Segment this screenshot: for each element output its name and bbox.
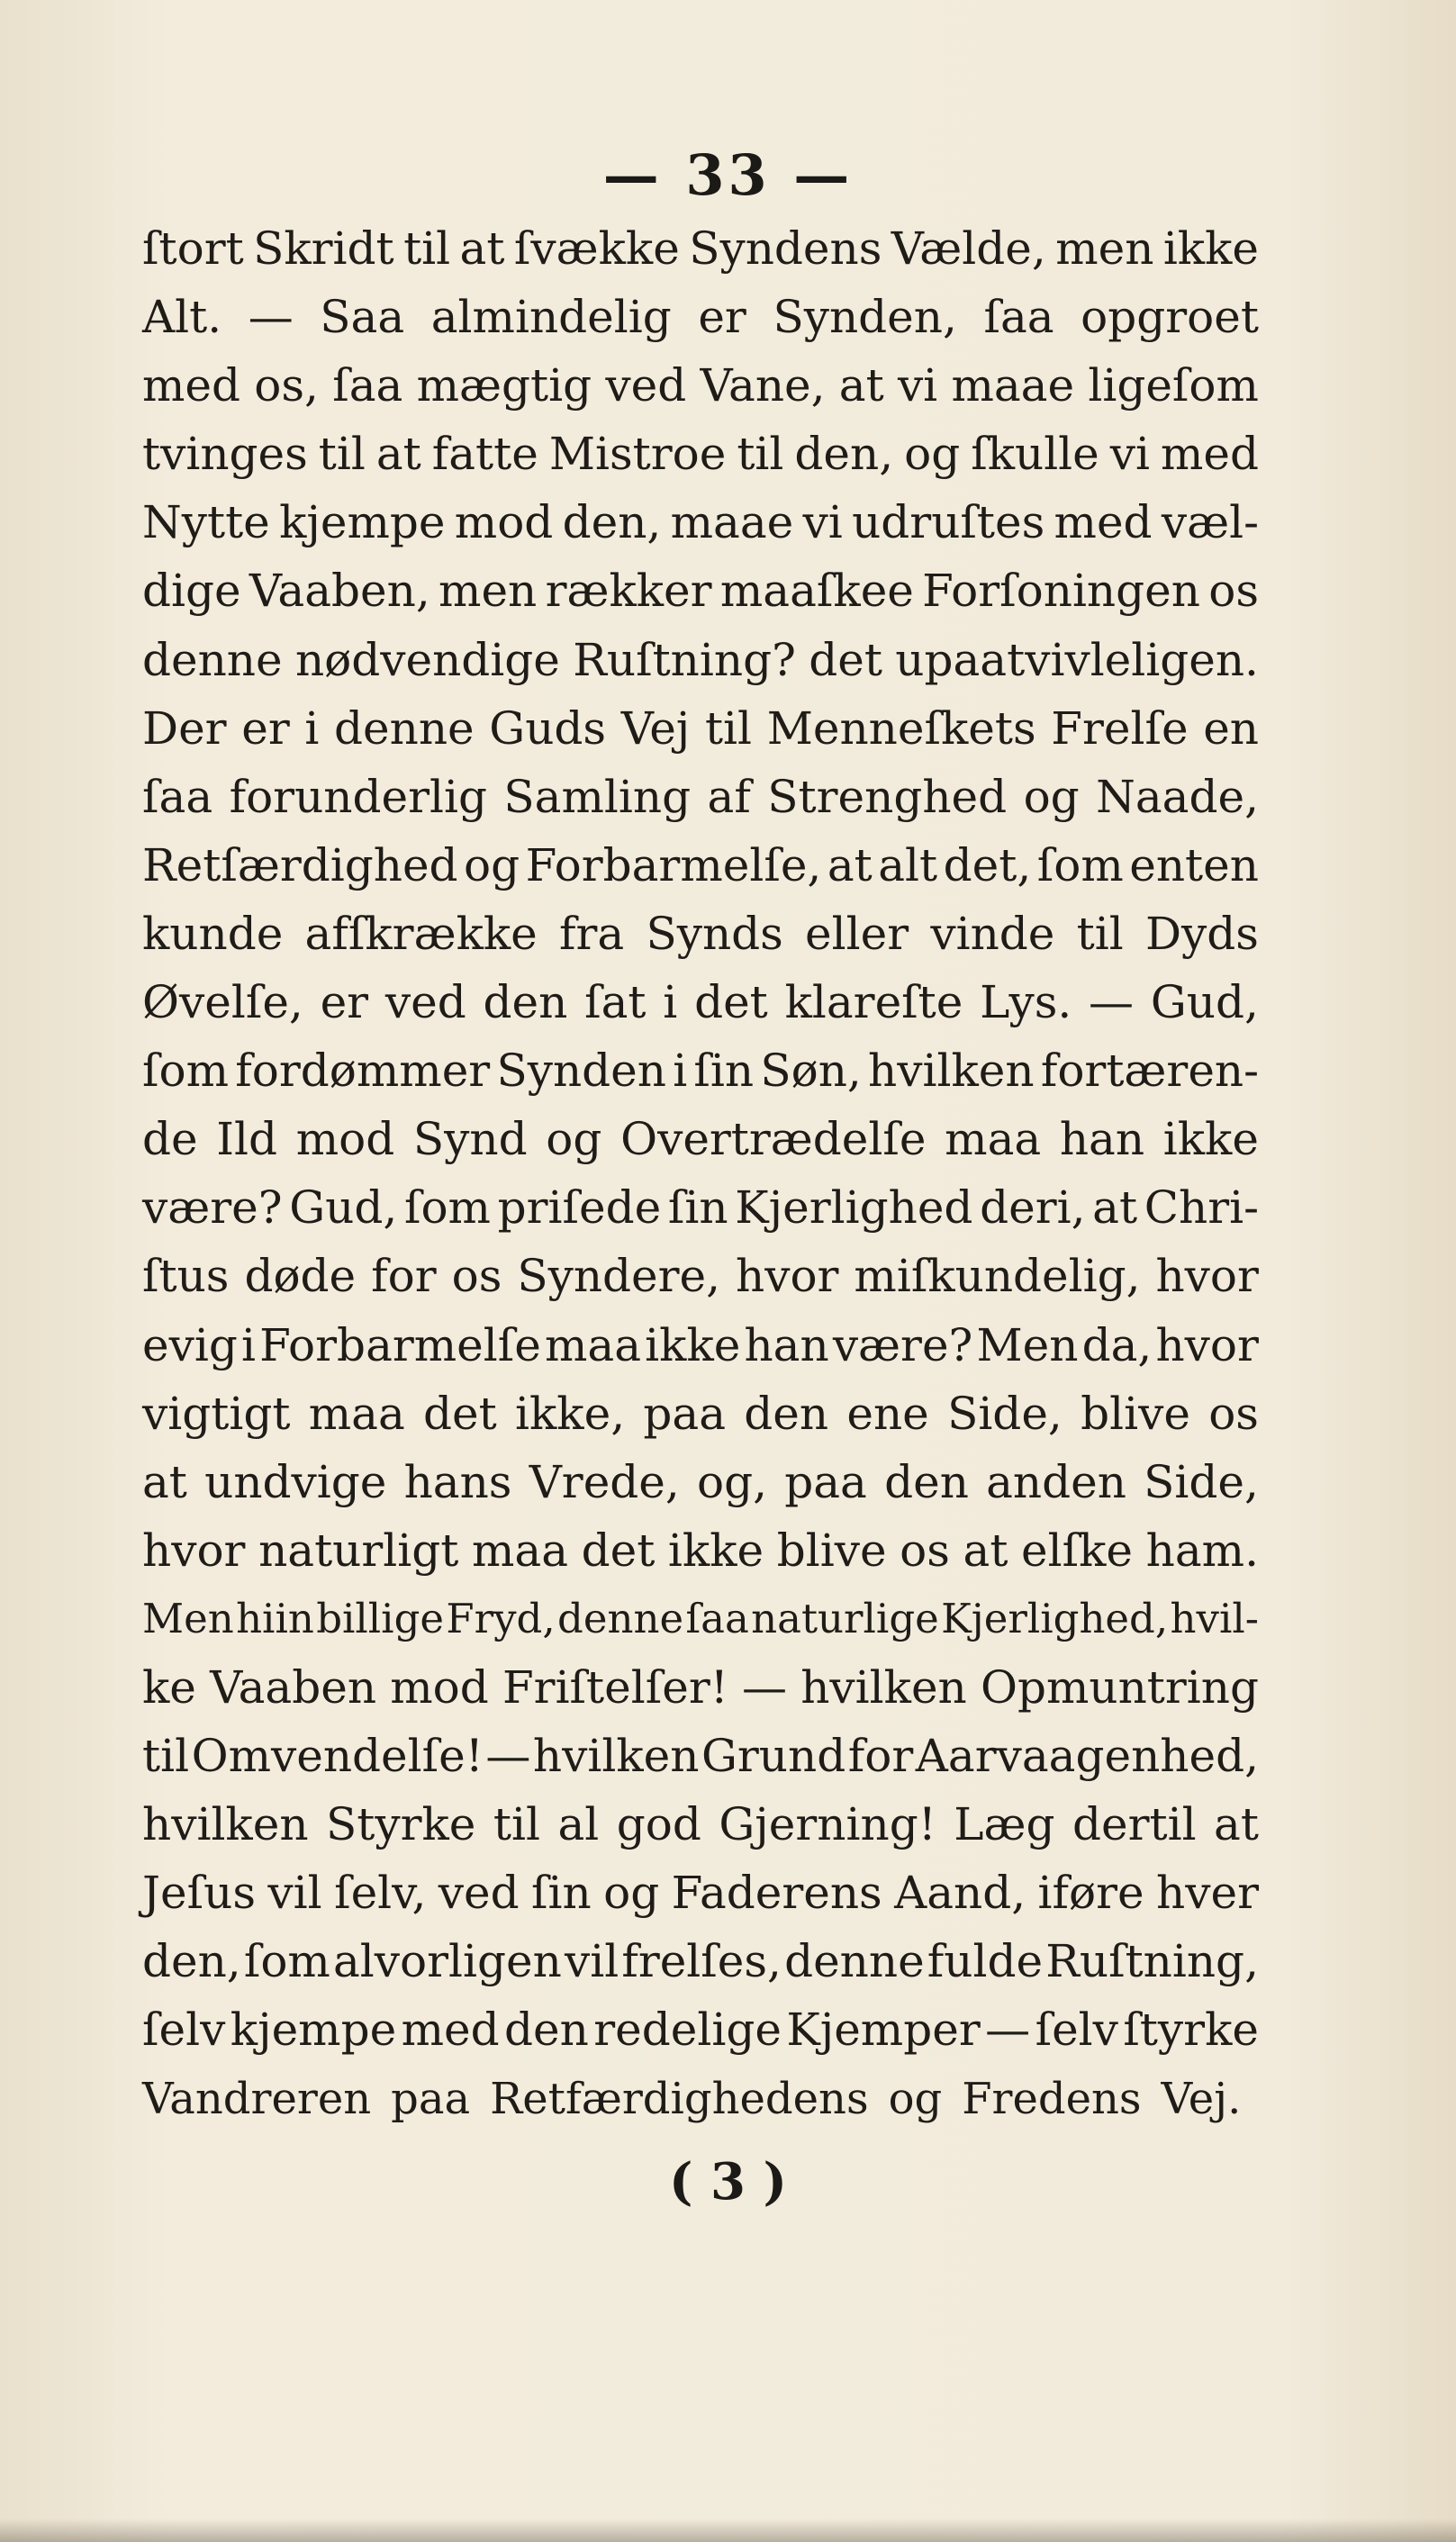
text-line: evig i Forbarmelſe maa ikke han være? Men da, hvor [142, 1318, 1259, 1371]
text-line: Retſærdighed og Forbarmelſe, at alt det, ſom enten [142, 838, 1259, 891]
printer-signature-mark: ( 3 ) [669, 2152, 787, 2212]
text-line: de Ild mod Synd og Overtrædelſe maa han ikke [142, 1113, 1259, 1166]
body-text [142, 214, 1259, 2133]
text-line: hvilken Styrke til al god Gjerning! Læg dertil at [142, 1798, 1259, 1851]
text-line: ſtort Skridt til at ſvække Syndens Vælde, men ikke [142, 222, 1259, 275]
page-edge-shadow [0, 2519, 1456, 2542]
text-line: ſaa forunderlig Samling af Strenghed og Naade, [142, 770, 1259, 823]
text-line: vigtigt maa det ikke, paa den ene Side, blive os [142, 1387, 1259, 1440]
text-line: med os, ſaa mægtig ved Vane, at vi maae ligeſom [142, 359, 1259, 412]
text-line: denne nødvendige Ruſtning? det upaatvivleligen. [142, 633, 1259, 686]
page-number: — 33 — [602, 142, 854, 208]
text-line: til Omvendelſe! — hvilken Grund for Aarvaagenhed, [142, 1730, 1259, 1783]
text-line: Der er i denne Guds Vej til Menneſkets Frelſe en [142, 701, 1259, 755]
text-line: Øvelſe, er ved den ſat i det klareſte Lys. — Gud, [142, 976, 1259, 1029]
text-line: Men hiin billige Fryd, denne ſaa naturlige Kjerlighed, hvil- [142, 1594, 1259, 1642]
text-line: at undvige hans Vrede, og, paa den anden Side, [142, 1455, 1259, 1508]
text-line: kunde afſkrække fra Synds eller vinde til Dyds [142, 907, 1259, 960]
text-line: Alt. — Saa almindelig er Synden, ſaa opgroet [142, 291, 1259, 344]
text-line: Nytte kjempe mod den, maae vi udruſtes med væl- [142, 496, 1259, 549]
text-line: være? Gud, ſom priſede ſin Kjerlighed deri, at Chri- [142, 1181, 1259, 1235]
text-line: hvor naturligt maa det ikke blive os at elſke ham. [142, 1524, 1259, 1577]
text-line: ſom fordømmer Synden i ſin Søn, hvilken fortæren- [142, 1045, 1259, 1098]
text-line: ſtus døde for os Syndere, hvor miſkundelig, hvor [142, 1250, 1259, 1303]
text-line: tvinges til at fatte Mistroe til den, og ſkulle vi med [142, 428, 1259, 481]
text-line: den, ſom alvorligen vil frelſes, denne fulde Ruſtning, [142, 1935, 1259, 1988]
text-line: ke Vaaben mod Friſtelſer! — hvilken Opmuntring [142, 1660, 1259, 1714]
text-line: dige Vaaben, men rækker maaſkee Forſoningen os [142, 565, 1259, 618]
text-line: Jeſus vil ſelv, ved ſin og Faderens Aand, iføre hver [142, 1867, 1259, 1920]
text-line: Vandreren paa Retfærdighedens og Fredens Vej. [142, 2073, 1242, 2124]
text-line: ſelv kjempe med den redelige Kjemper — ſelv ſtyrke [142, 2004, 1259, 2057]
